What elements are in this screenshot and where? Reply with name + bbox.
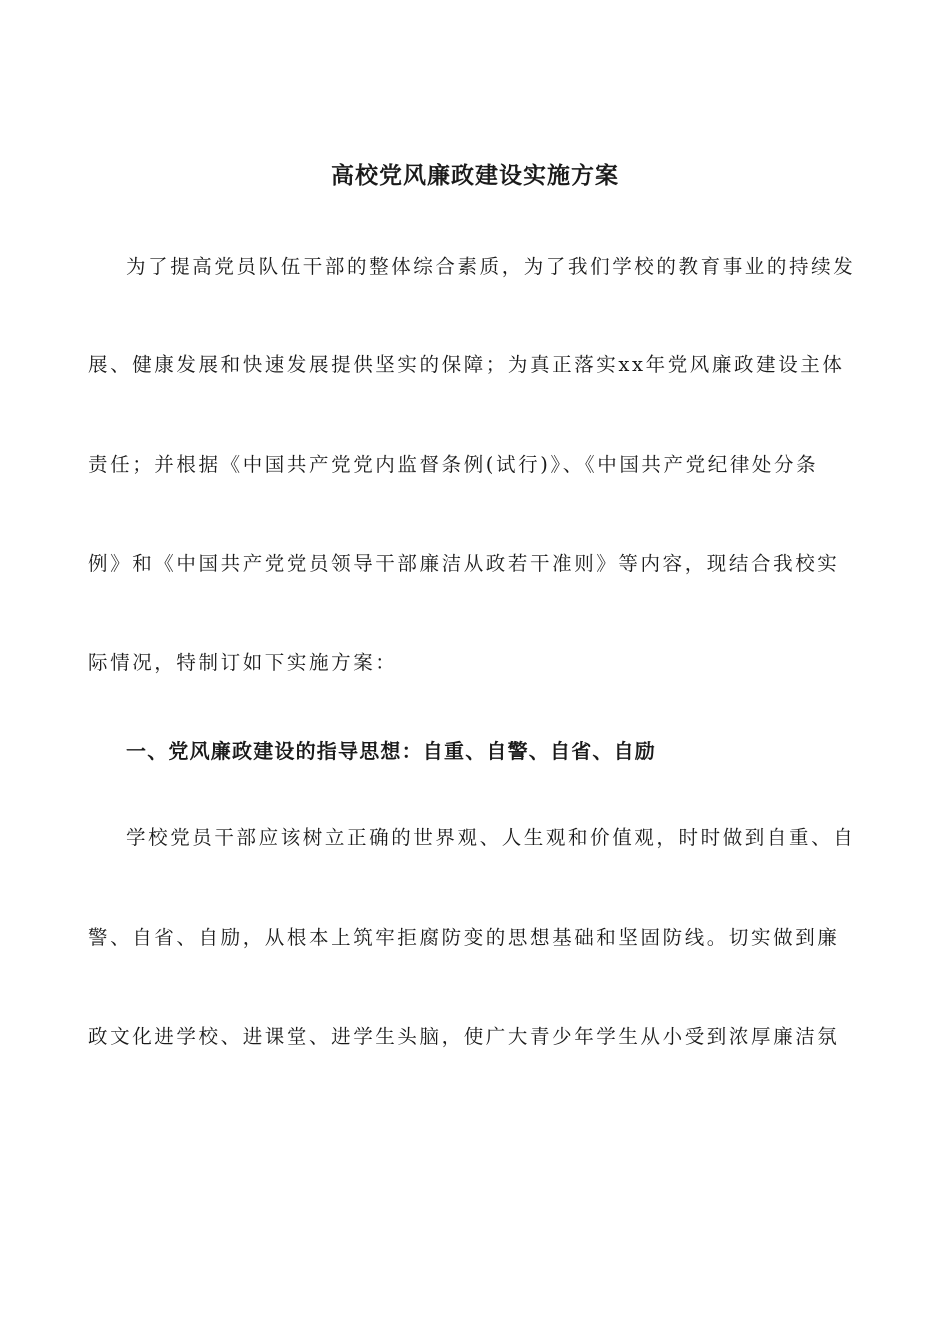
intro-line-2: 展、健康发展和快速发展提供坚实的保障；为真正落实xx年党风廉政建设主体 [88, 353, 845, 376]
section-1-heading: 一、党风廉政建设的指导思想：自重、自警、自省、自励 [126, 739, 656, 763]
intro-line-5: 际情况，特制订如下实施方案： [88, 651, 398, 674]
section-1-line-3: 政文化进学校、进课堂、进学生头脑，使广大青少年学生从小受到浓厚廉洁氛 [88, 1025, 840, 1048]
intro-line-4: 例》和《中国共产党党员领导干部廉洁从政若干准则》等内容，现结合我校实 [88, 552, 840, 575]
intro-line-3: 责任；并根据《中国共产党党内监督条例(试行)》、《中国共产党纪律处分条 [88, 453, 819, 476]
document-title: 高校党风廉政建设实施方案 [331, 162, 619, 189]
section-1-line-1: 学校党员干部应该树立正确的世界观、人生观和价值观，时时做到自重、自 [126, 826, 856, 849]
section-1-line-2: 警、自省、自励，从根本上筑牢拒腐防变的思想基础和坚固防线。切实做到廉 [88, 926, 840, 949]
intro-line-1: 为了提高党员队伍干部的整体综合素质，为了我们学校的教育事业的持续发 [126, 255, 856, 278]
